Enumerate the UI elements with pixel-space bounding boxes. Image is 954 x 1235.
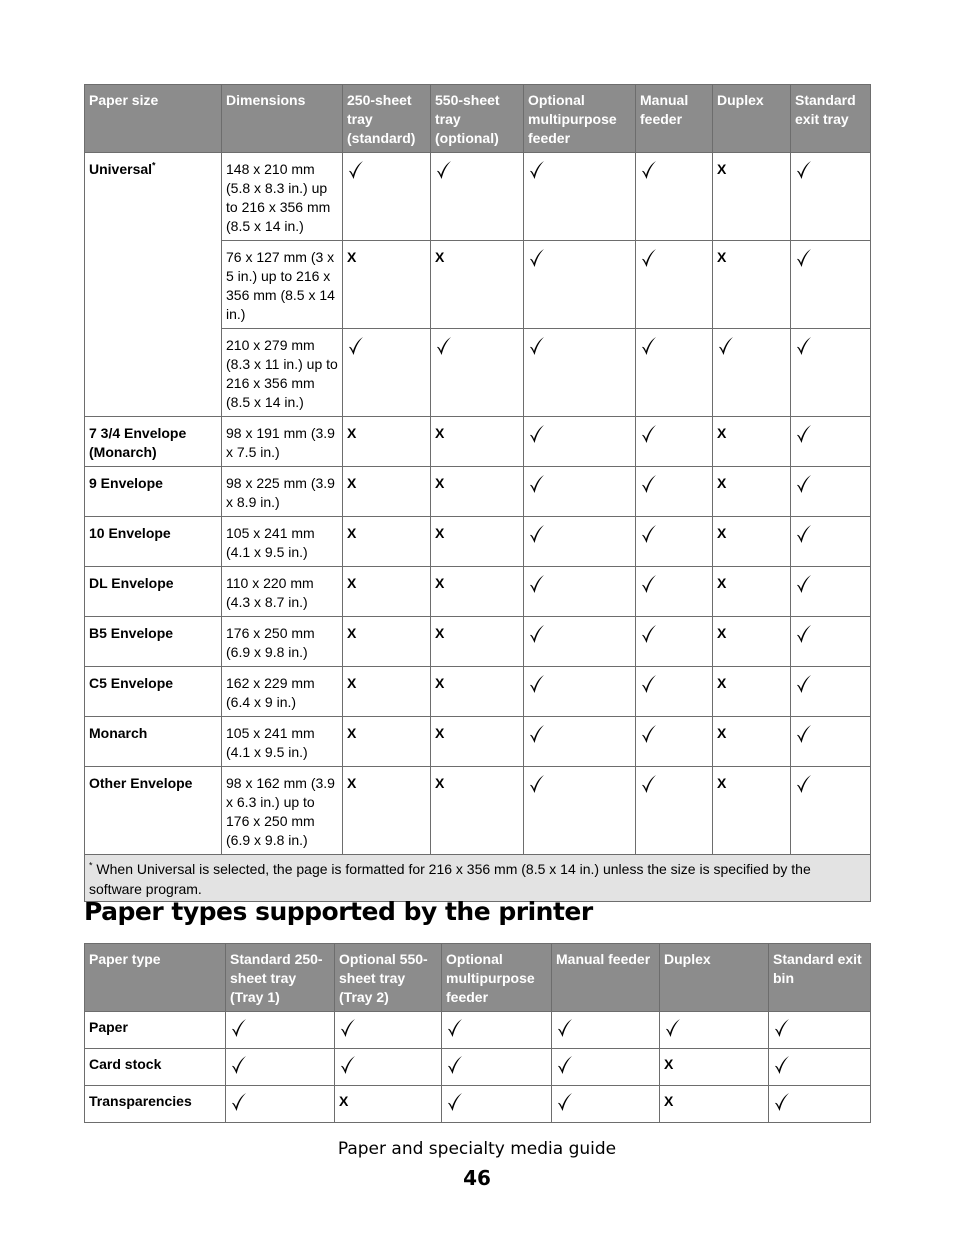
not-supported-mark: X [347, 425, 357, 441]
header-cell: Duplex [713, 85, 791, 153]
header-cell: Manual feeder [636, 85, 713, 153]
support-cell [343, 517, 431, 567]
check-icon [230, 1018, 248, 1038]
support-cell [769, 1012, 871, 1049]
not-supported-mark: X [435, 249, 445, 265]
paper-size-name: Universal [89, 161, 153, 177]
support-cell [791, 667, 871, 717]
check-icon [528, 424, 546, 444]
check-icon [347, 160, 365, 180]
check-icon [446, 1092, 464, 1112]
support-cell [791, 241, 871, 329]
support-cell [660, 1049, 769, 1086]
check-icon [230, 1055, 248, 1075]
footnote-ref: * [152, 160, 156, 171]
not-supported-mark: X [717, 725, 727, 741]
support-cell [431, 467, 524, 517]
check-icon [773, 1092, 791, 1112]
footnote-text: When Universal is selected, the page is formatted for 216 x 356 mm (8.5 x 14 in.) unless the size is specified by the software program. [89, 861, 811, 897]
support-cell [442, 1049, 552, 1086]
support-cell [226, 1049, 335, 1086]
dimensions-cell: 148 x 210 mm (5.8 x 8.3 in.) up to 216 x 356 mm (8.5 x 14 in.) [222, 153, 343, 241]
support-cell [713, 467, 791, 517]
table-row [85, 767, 871, 855]
check-icon [640, 160, 658, 180]
support-cell [335, 1086, 442, 1123]
support-cell [791, 153, 871, 241]
not-supported-mark: X [717, 775, 727, 791]
header-cell: Paper size [85, 85, 222, 153]
table-row [85, 417, 871, 467]
support-cell [636, 417, 713, 467]
not-supported-mark: X [717, 425, 727, 441]
not-supported-mark: X [717, 625, 727, 641]
not-supported-mark: X [347, 775, 357, 791]
types-table-header [85, 944, 871, 1012]
support-cell [713, 717, 791, 767]
check-icon [435, 160, 453, 180]
support-cell [431, 617, 524, 667]
check-icon [339, 1055, 357, 1075]
support-cell [713, 567, 791, 617]
support-cell [713, 667, 791, 717]
support-cell [431, 329, 524, 417]
support-cell [636, 567, 713, 617]
support-cell [442, 1012, 552, 1049]
check-icon [795, 524, 813, 544]
check-icon [528, 574, 546, 594]
support-cell [343, 667, 431, 717]
dimensions-cell: 176 x 250 mm (6.9 x 9.8 in.) [222, 617, 343, 667]
table-row [85, 1086, 871, 1123]
paper-sizes-table [84, 84, 871, 902]
support-cell [343, 717, 431, 767]
check-icon [795, 624, 813, 644]
not-supported-mark: X [717, 249, 727, 265]
support-cell [431, 153, 524, 241]
check-icon [528, 774, 546, 794]
header-cell: Standard exit tray [791, 85, 871, 153]
check-icon [640, 674, 658, 694]
support-cell [552, 1012, 660, 1049]
check-icon [640, 574, 658, 594]
check-icon [556, 1018, 574, 1038]
paper-type-label: Transparencies [85, 1086, 226, 1123]
not-supported-mark: X [717, 475, 727, 491]
support-cell [431, 241, 524, 329]
support-cell [791, 567, 871, 617]
not-supported-mark: X [435, 775, 445, 791]
check-icon [339, 1018, 357, 1038]
support-cell [769, 1086, 871, 1123]
paper-types-table [84, 943, 871, 1123]
support-cell [226, 1012, 335, 1049]
support-cell [636, 329, 713, 417]
support-cell [335, 1049, 442, 1086]
support-cell [552, 1049, 660, 1086]
support-cell [791, 767, 871, 855]
table-row [85, 467, 871, 517]
check-icon [347, 336, 365, 356]
paper-size-label: DL Envelope [85, 567, 222, 617]
check-icon [556, 1055, 574, 1075]
paper-size-label: 10 Envelope [85, 517, 222, 567]
check-icon [773, 1055, 791, 1075]
support-cell [636, 667, 713, 717]
support-cell [431, 717, 524, 767]
check-icon [640, 336, 658, 356]
check-icon [795, 674, 813, 694]
support-cell [343, 467, 431, 517]
support-cell [791, 617, 871, 667]
support-cell [524, 567, 636, 617]
check-icon [640, 424, 658, 444]
not-supported-mark: X [435, 725, 445, 741]
footer-title: Paper and specialty media guide [337, 1139, 617, 1159]
check-icon [795, 724, 813, 744]
support-cell [791, 717, 871, 767]
not-supported-mark: X [347, 625, 357, 641]
paper-size-label: 7 3/4 Envelope (Monarch) [85, 417, 222, 467]
sizes-table-header [85, 85, 871, 153]
support-cell [343, 617, 431, 667]
check-icon [528, 336, 546, 356]
not-supported-mark: X [339, 1093, 349, 1109]
check-icon [773, 1018, 791, 1038]
paper-size-label: Monarch [85, 717, 222, 767]
paper-type-label: Paper [85, 1012, 226, 1049]
check-icon [435, 336, 453, 356]
support-cell [713, 517, 791, 567]
table-row [85, 617, 871, 667]
support-cell [226, 1086, 335, 1123]
not-supported-mark: X [435, 575, 445, 591]
support-cell [713, 153, 791, 241]
table-row [85, 153, 871, 241]
support-cell [660, 1086, 769, 1123]
support-cell [791, 417, 871, 467]
table-row [85, 567, 871, 617]
check-icon [528, 248, 546, 268]
table-row [85, 1049, 871, 1086]
header-cell: Paper type [85, 944, 226, 1012]
support-cell [636, 767, 713, 855]
support-cell [636, 617, 713, 667]
footnote-marker: * [89, 860, 93, 871]
check-icon [795, 424, 813, 444]
sizes-table-body [85, 153, 871, 855]
support-cell [713, 617, 791, 667]
support-cell [524, 717, 636, 767]
support-cell [431, 667, 524, 717]
support-cell [343, 417, 431, 467]
support-cell [524, 517, 636, 567]
support-cell [524, 241, 636, 329]
support-cell [524, 617, 636, 667]
check-icon [528, 524, 546, 544]
support-cell [343, 567, 431, 617]
not-supported-mark: X [717, 675, 727, 691]
table-row [85, 717, 871, 767]
not-supported-mark: X [435, 625, 445, 641]
support-cell [552, 1086, 660, 1123]
check-icon [717, 336, 735, 356]
table-row [85, 667, 871, 717]
support-cell [769, 1049, 871, 1086]
support-cell [636, 241, 713, 329]
support-cell [335, 1012, 442, 1049]
types-table-body [85, 1012, 871, 1123]
not-supported-mark: X [347, 475, 357, 491]
check-icon [640, 248, 658, 268]
support-cell [524, 767, 636, 855]
not-supported-mark: X [347, 725, 357, 741]
support-cell [636, 467, 713, 517]
not-supported-mark: X [435, 475, 445, 491]
support-cell [524, 153, 636, 241]
dimensions-cell: 105 x 241 mm (4.1 x 9.5 in.) [222, 717, 343, 767]
header-cell: Manual feeder [552, 944, 660, 1012]
check-icon [795, 774, 813, 794]
support-cell [660, 1012, 769, 1049]
check-icon [795, 248, 813, 268]
dimensions-cell: 162 x 229 mm (6.4 x 9 in.) [222, 667, 343, 717]
not-supported-mark: X [717, 575, 727, 591]
header-cell: Dimensions [222, 85, 343, 153]
check-icon [446, 1055, 464, 1075]
header-cell: Optional multipurpose feeder [524, 85, 636, 153]
paper-type-label: Card stock [85, 1049, 226, 1086]
support-cell [431, 417, 524, 467]
dimensions-cell: 76 x 127 mm (3 x 5 in.) up to 216 x 356 mm (8.5 x 14 in.) [222, 241, 343, 329]
header-cell: 250-sheet tray (standard) [343, 85, 431, 153]
dimensions-cell: 98 x 162 mm (3.9 x 6.3 in.) up to 176 x 250 mm (6.9 x 9.8 in.) [222, 767, 343, 855]
check-icon [640, 774, 658, 794]
not-supported-mark: X [717, 161, 727, 177]
check-icon [528, 724, 546, 744]
check-icon [664, 1018, 682, 1038]
header-cell: Optional multipurpose feeder [442, 944, 552, 1012]
header-cell: Standard 250-sheet tray (Tray 1) [226, 944, 335, 1012]
check-icon [528, 474, 546, 494]
support-cell [524, 667, 636, 717]
not-supported-mark: X [664, 1093, 674, 1109]
check-icon [528, 160, 546, 180]
not-supported-mark: X [664, 1056, 674, 1072]
support-cell [524, 329, 636, 417]
support-cell [636, 153, 713, 241]
paper-size-label [85, 153, 222, 417]
support-cell [343, 767, 431, 855]
not-supported-mark: X [435, 675, 445, 691]
support-cell [431, 517, 524, 567]
not-supported-mark: X [717, 525, 727, 541]
check-icon [640, 624, 658, 644]
check-icon [795, 574, 813, 594]
header-cell: 550-sheet tray (optional) [431, 85, 524, 153]
not-supported-mark: X [347, 249, 357, 265]
check-icon [230, 1092, 248, 1112]
support-cell [431, 767, 524, 855]
support-cell [713, 329, 791, 417]
support-cell [343, 329, 431, 417]
not-supported-mark: X [347, 575, 357, 591]
support-cell [791, 517, 871, 567]
check-icon [640, 474, 658, 494]
support-cell [343, 241, 431, 329]
not-supported-mark: X [435, 525, 445, 541]
paper-size-label: 9 Envelope [85, 467, 222, 517]
dimensions-cell: 105 x 241 mm (4.1 x 9.5 in.) [222, 517, 343, 567]
check-icon [556, 1092, 574, 1112]
support-cell [442, 1086, 552, 1123]
table-row [85, 1012, 871, 1049]
check-icon [795, 474, 813, 494]
not-supported-mark: X [347, 675, 357, 691]
paper-size-label: C5 Envelope [85, 667, 222, 717]
support-cell [431, 567, 524, 617]
check-icon [640, 724, 658, 744]
dimensions-cell: 110 x 220 mm (4.3 x 8.7 in.) [222, 567, 343, 617]
dimensions-cell: 98 x 191 mm (3.9 x 7.5 in.) [222, 417, 343, 467]
page-number: 46 [463, 1166, 491, 1190]
not-supported-mark: X [347, 525, 357, 541]
paper-size-label: B5 Envelope [85, 617, 222, 667]
support-cell [713, 767, 791, 855]
support-cell [636, 717, 713, 767]
support-cell [524, 417, 636, 467]
check-icon [795, 336, 813, 356]
header-cell: Optional 550-sheet tray (Tray 2) [335, 944, 442, 1012]
check-icon [528, 624, 546, 644]
header-cell: Standard exit bin [769, 944, 871, 1012]
check-icon [795, 160, 813, 180]
support-cell [636, 517, 713, 567]
dimensions-cell: 210 x 279 mm (8.3 x 11 in.) up to 216 x 356 mm (8.5 x 14 in.) [222, 329, 343, 417]
support-cell [791, 329, 871, 417]
table-row [85, 517, 871, 567]
support-cell [524, 467, 636, 517]
support-cell [791, 467, 871, 517]
support-cell [713, 241, 791, 329]
section-title: Paper types supported by the printer [84, 897, 593, 926]
check-icon [528, 674, 546, 694]
check-icon [446, 1018, 464, 1038]
support-cell [713, 417, 791, 467]
not-supported-mark: X [435, 425, 445, 441]
header-cell: Duplex [660, 944, 769, 1012]
dimensions-cell: 98 x 225 mm (3.9 x 8.9 in.) [222, 467, 343, 517]
check-icon [640, 524, 658, 544]
paper-size-label: Other Envelope [85, 767, 222, 855]
support-cell [343, 153, 431, 241]
